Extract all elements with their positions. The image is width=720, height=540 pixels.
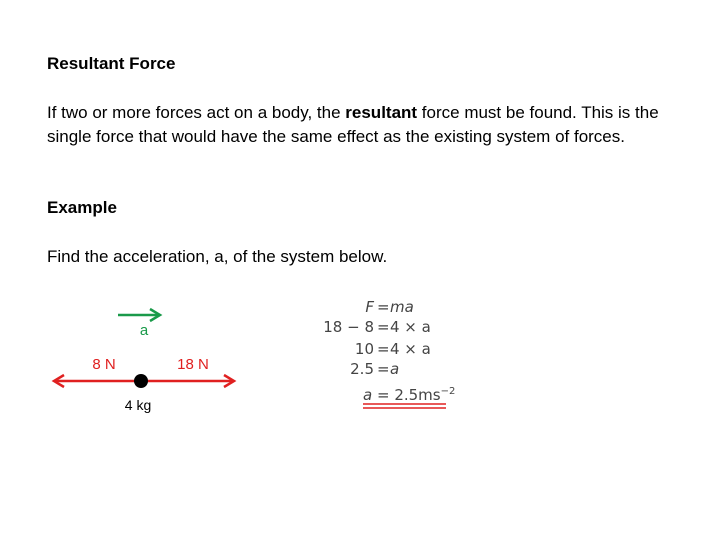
body-dot	[134, 374, 148, 388]
eq3-rhs: 4 × a	[390, 340, 431, 358]
eq1-lhs: F	[365, 298, 374, 316]
intro-text-1: If two or more forces act on a body, the	[47, 103, 346, 122]
left-force-label: 8 N	[92, 356, 116, 373]
eq2-lhs: 18 − 8	[323, 318, 374, 336]
eq4-lhs: 2.5	[350, 360, 374, 378]
eq1-rhs: ma	[390, 298, 414, 316]
eq2-rhs: 4 × a	[390, 318, 431, 336]
answer-lhs: a	[363, 386, 373, 404]
answer-rhs: 2.5ms	[394, 386, 441, 404]
eq4-rhs: a	[390, 360, 400, 378]
mass-label: 4 kg	[124, 397, 152, 413]
eq3-equals: =	[377, 340, 390, 358]
acceleration-label: a	[139, 322, 149, 339]
intro-text-2: force must be found. This is the single force that would have the same effect as the existing system of forces.	[47, 103, 659, 146]
answer-line: $a = 2.5ms^{-2}$	[363, 386, 456, 404]
question-text: Find the acceleration, a, of the system below.	[47, 247, 388, 266]
page-title: Resultant Force	[47, 54, 176, 73]
answer-exponent: −2	[440, 386, 456, 397]
eq1-equals: =	[377, 298, 390, 316]
eq2-equals: =	[377, 318, 390, 336]
eq3-lhs: 10	[354, 340, 374, 358]
right-force-label: 18 N	[177, 356, 209, 373]
eq4-equals: =	[377, 360, 390, 378]
example-heading: Example	[47, 198, 117, 217]
intro-bold-term: resultant	[345, 103, 418, 122]
